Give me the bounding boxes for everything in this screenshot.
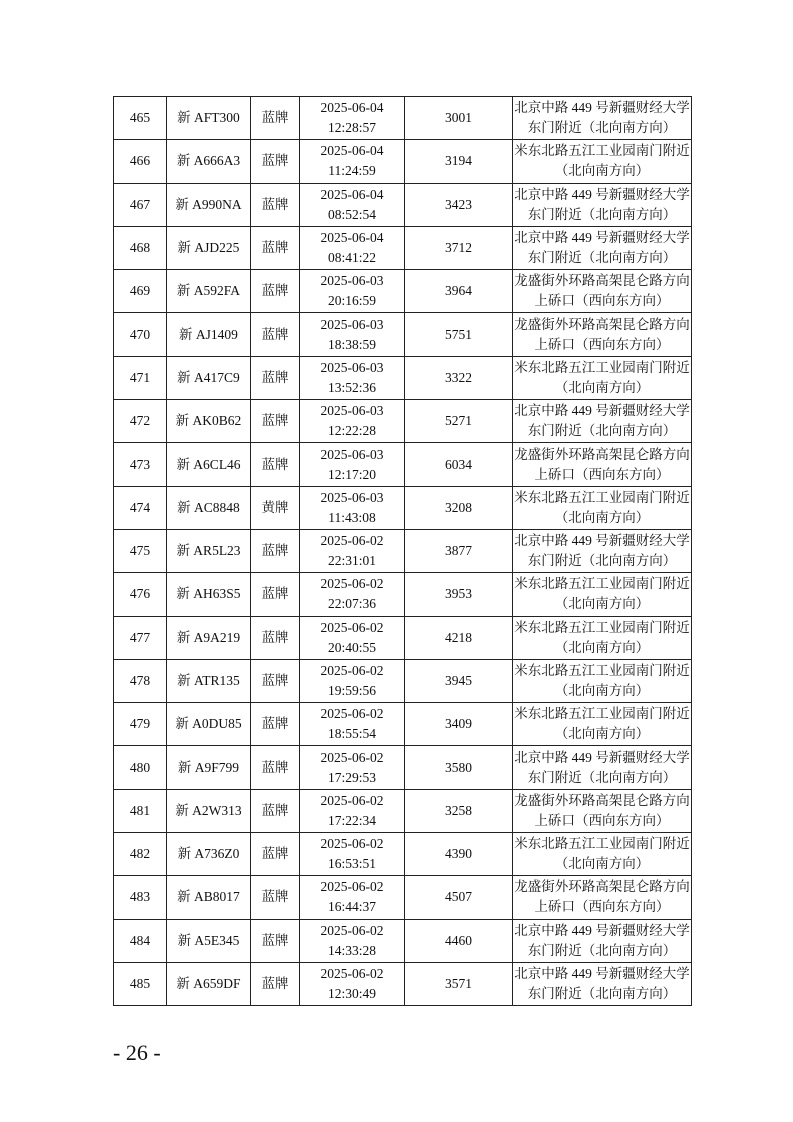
cell-plate-number: 新 A2W313	[167, 789, 251, 832]
location-line-2: （北向南方向）	[554, 639, 650, 655]
cell-count: 3712	[405, 226, 513, 269]
capture-clock-time: 11:43:08	[328, 509, 376, 525]
capture-date: 2025-06-02	[320, 879, 384, 895]
location-line-2: 上硚口（西向东方向）	[534, 466, 670, 482]
capture-date: 2025-06-02	[320, 706, 384, 722]
cell-sequence-number: 481	[114, 789, 167, 832]
capture-clock-time: 12:30:49	[327, 986, 376, 1002]
location-line-2: （北向南方向）	[554, 726, 650, 742]
cell-sequence-number: 478	[114, 659, 167, 702]
cell-location	[513, 140, 692, 183]
capture-date: 2025-06-02	[320, 922, 384, 938]
location-line-2: （北向南方向）	[554, 379, 650, 395]
cell-capture-time	[300, 183, 405, 226]
cell-plate-number: 新 A417C9	[167, 356, 251, 399]
cell-sequence-number: 472	[114, 400, 167, 443]
cell-sequence-number: 470	[114, 313, 167, 356]
capture-clock-time: 14:33:28	[327, 942, 376, 958]
location-line-1: 北京中路 449 号新疆财经大学	[514, 533, 690, 549]
location-line-1: 龙盛街外环路高架昆仑路方向	[514, 273, 690, 289]
location-line-1: 米东北路五江工业园南门附近	[514, 706, 690, 722]
cell-plate-number: 新 A9A219	[167, 616, 251, 659]
cell-location	[513, 400, 692, 443]
cell-plate-color: 蓝牌	[251, 313, 300, 356]
cell-location	[513, 789, 692, 832]
cell-capture-time	[300, 486, 405, 529]
cell-capture-time	[300, 962, 405, 1005]
location-line-2: （北向南方向）	[554, 163, 650, 179]
cell-location	[513, 443, 692, 486]
location-line-1: 龙盛街外环路高架昆仑路方向	[514, 446, 690, 462]
cell-plate-color: 蓝牌	[251, 270, 300, 313]
location-line-2: 东门附近（北向南方向）	[527, 553, 677, 569]
cell-plate-number: 新 A0DU85	[167, 703, 251, 746]
cell-plate-number: 新 AK0B62	[167, 400, 251, 443]
cell-plate-color: 蓝牌	[251, 616, 300, 659]
cell-sequence-number: 475	[114, 529, 167, 572]
location-line-2: 东门附近（北向南方向）	[527, 206, 677, 222]
cell-plate-color: 蓝牌	[251, 876, 300, 919]
cell-sequence-number: 467	[114, 183, 167, 226]
capture-clock-time: 22:07:36	[327, 596, 376, 612]
location-line-1: 米东北路五江工业园南门附近	[514, 836, 690, 852]
location-line-2: 东门附近（北向南方向）	[527, 120, 677, 136]
capture-clock-time: 12:22:28	[327, 423, 376, 439]
location-line-2: 上硚口（西向东方向）	[534, 812, 670, 828]
cell-capture-time	[300, 313, 405, 356]
table-row	[114, 573, 692, 616]
location-line-1: 北京中路 449 号新疆财经大学	[514, 749, 690, 765]
cell-count: 3571	[405, 962, 513, 1005]
cell-capture-time	[300, 703, 405, 746]
location-line-2: （北向南方向）	[554, 509, 650, 525]
cell-plate-color: 蓝牌	[251, 919, 300, 962]
table-row	[114, 97, 692, 140]
capture-date: 2025-06-04	[320, 186, 384, 202]
location-line-2: 东门附近（北向南方向）	[527, 769, 677, 785]
table-row	[114, 270, 692, 313]
cell-plate-number: 新 A990NA	[167, 183, 251, 226]
cell-capture-time	[300, 270, 405, 313]
capture-clock-time: 20:40:55	[327, 639, 376, 655]
location-line-1: 米东北路五江工业园南门附近	[514, 576, 690, 592]
cell-count: 3423	[405, 183, 513, 226]
location-line-1: 龙盛街外环路高架昆仑路方向	[514, 792, 690, 808]
cell-sequence-number: 483	[114, 876, 167, 919]
cell-capture-time	[300, 919, 405, 962]
cell-plate-number: 新 A6CL46	[167, 443, 251, 486]
cell-sequence-number: 484	[114, 919, 167, 962]
cell-plate-number: 新 AJ1409	[167, 313, 251, 356]
location-line-1: 米东北路五江工业园南门附近	[514, 619, 690, 635]
location-line-1: 米东北路五江工业园南门附近	[514, 489, 690, 505]
cell-location	[513, 313, 692, 356]
cell-count: 4390	[405, 833, 513, 876]
location-line-2: 东门附近（北向南方向）	[527, 250, 677, 266]
capture-clock-time: 20:16:59	[327, 293, 376, 309]
table-row	[114, 183, 692, 226]
cell-count: 4218	[405, 616, 513, 659]
cell-capture-time	[300, 356, 405, 399]
location-line-1: 米东北路五江工业园南门附近	[514, 143, 690, 159]
location-line-2: 东门附近（北向南方向）	[527, 986, 677, 1002]
capture-date: 2025-06-02	[320, 663, 384, 678]
cell-plate-number: 新 AFT300	[167, 97, 251, 140]
table-row	[114, 443, 692, 486]
cell-capture-time	[300, 529, 405, 572]
capture-clock-time: 11:24:59	[328, 163, 376, 179]
location-line-2: （北向南方向）	[554, 596, 650, 612]
cell-location	[513, 703, 692, 746]
cell-plate-color: 蓝牌	[251, 140, 300, 183]
cell-count: 3409	[405, 703, 513, 746]
table-row	[114, 313, 692, 356]
capture-clock-time: 17:29:53	[327, 769, 376, 785]
location-line-1: 米东北路五江工业园南门附近	[514, 359, 690, 375]
cell-plate-color: 蓝牌	[251, 443, 300, 486]
cell-count: 3322	[405, 356, 513, 399]
cell-sequence-number: 482	[114, 833, 167, 876]
cell-capture-time	[300, 226, 405, 269]
capture-date: 2025-06-02	[320, 836, 384, 852]
capture-date: 2025-06-02	[320, 792, 384, 808]
cell-plate-number: 新 A666A3	[167, 140, 251, 183]
cell-count: 4507	[405, 876, 513, 919]
cell-capture-time	[300, 789, 405, 832]
cell-location	[513, 919, 692, 962]
capture-clock-time: 16:44:37	[327, 899, 376, 915]
cell-sequence-number: 480	[114, 746, 167, 789]
cell-plate-number: 新 AH63S5	[167, 573, 251, 616]
table-row	[114, 529, 692, 572]
location-line-1: 北京中路 449 号新疆财经大学	[514, 230, 690, 246]
cell-plate-number: 新 AR5L23	[167, 529, 251, 572]
cell-plate-number: 新 AB8017	[167, 876, 251, 919]
cell-capture-time	[300, 400, 405, 443]
capture-date: 2025-06-03	[320, 446, 384, 462]
table-row	[114, 140, 692, 183]
cell-capture-time	[300, 140, 405, 183]
cell-count: 3877	[405, 529, 513, 572]
cell-capture-time	[300, 746, 405, 789]
capture-date: 2025-06-03	[320, 316, 384, 332]
cell-capture-time	[300, 876, 405, 919]
location-line-2: 上硚口（西向东方向）	[534, 899, 670, 915]
cell-plate-color: 黄牌	[251, 486, 300, 529]
cell-plate-number: 新 A9F799	[167, 746, 251, 789]
cell-plate-color: 蓝牌	[251, 833, 300, 876]
table-row	[114, 876, 692, 919]
cell-plate-color: 蓝牌	[251, 573, 300, 616]
cell-location	[513, 226, 692, 269]
cell-count: 3580	[405, 746, 513, 789]
cell-sequence-number: 473	[114, 443, 167, 486]
cell-sequence-number: 469	[114, 270, 167, 313]
cell-count: 5751	[405, 313, 513, 356]
capture-date: 2025-06-04	[320, 143, 384, 159]
records-table	[113, 96, 692, 1006]
table-row	[114, 833, 692, 876]
table-row	[114, 746, 692, 789]
location-line-2: 上硚口（西向东方向）	[534, 336, 670, 352]
cell-plate-color: 蓝牌	[251, 356, 300, 399]
cell-plate-number: 新 AC8848	[167, 486, 251, 529]
cell-capture-time	[300, 833, 405, 876]
cell-location	[513, 876, 692, 919]
capture-clock-time: 16:53:51	[327, 856, 376, 872]
cell-plate-color: 蓝牌	[251, 400, 300, 443]
location-line-1: 北京中路 449 号新疆财经大学	[514, 186, 690, 202]
cell-location	[513, 486, 692, 529]
cell-plate-number: 新 ATR135	[167, 659, 251, 702]
records-table-body	[114, 97, 692, 1006]
location-line-1: 米东北路五江工业园南门附近	[514, 663, 690, 678]
cell-count: 3258	[405, 789, 513, 832]
capture-clock-time: 18:38:59	[327, 336, 376, 352]
capture-date: 2025-06-02	[320, 966, 384, 982]
cell-location	[513, 356, 692, 399]
table-row	[114, 703, 692, 746]
cell-count: 3208	[405, 486, 513, 529]
table-row	[114, 400, 692, 443]
table-row	[114, 659, 692, 702]
location-line-2: 东门附近（北向南方向）	[527, 423, 677, 439]
cell-count: 3953	[405, 573, 513, 616]
cell-plate-color: 蓝牌	[251, 529, 300, 572]
cell-plate-number: 新 A659DF	[167, 962, 251, 1005]
cell-capture-time	[300, 659, 405, 702]
capture-date: 2025-06-02	[320, 533, 384, 549]
cell-sequence-number: 477	[114, 616, 167, 659]
cell-plate-number: 新 AJD225	[167, 226, 251, 269]
location-line-1: 龙盛街外环路高架昆仑路方向	[514, 879, 690, 895]
cell-location	[513, 962, 692, 1005]
cell-sequence-number: 485	[114, 962, 167, 1005]
capture-date: 2025-06-03	[320, 273, 384, 289]
capture-clock-time: 12:17:20	[327, 466, 376, 482]
cell-plate-color: 蓝牌	[251, 962, 300, 1005]
cell-plate-color: 蓝牌	[251, 183, 300, 226]
cell-sequence-number: 476	[114, 573, 167, 616]
cell-plate-color: 蓝牌	[251, 659, 300, 702]
cell-count: 4460	[405, 919, 513, 962]
cell-plate-number: 新 A5E345	[167, 919, 251, 962]
cell-location	[513, 833, 692, 876]
cell-plate-number: 新 A592FA	[167, 270, 251, 313]
capture-date: 2025-06-02	[320, 749, 384, 765]
cell-sequence-number: 471	[114, 356, 167, 399]
cell-location	[513, 270, 692, 313]
cell-count: 3964	[405, 270, 513, 313]
cell-plate-number: 新 A736Z0	[167, 833, 251, 876]
cell-plate-color: 蓝牌	[251, 703, 300, 746]
cell-sequence-number: 474	[114, 486, 167, 529]
location-line-1: 北京中路 449 号新疆财经大学	[514, 100, 690, 116]
capture-date: 2025-06-04	[320, 100, 384, 116]
cell-location	[513, 746, 692, 789]
cell-location	[513, 97, 692, 140]
table-row	[114, 919, 692, 962]
location-line-1: 北京中路 449 号新疆财经大学	[514, 922, 690, 938]
table-row	[114, 486, 692, 529]
cell-location	[513, 529, 692, 572]
page-number: - 26 -	[113, 1040, 161, 1065]
table-row	[114, 962, 692, 1005]
location-line-1: 龙盛街外环路高架昆仑路方向	[514, 316, 690, 332]
capture-date: 2025-06-03	[320, 359, 384, 375]
cell-location	[513, 573, 692, 616]
capture-date: 2025-06-02	[320, 576, 384, 592]
cell-plate-color: 蓝牌	[251, 226, 300, 269]
cell-location	[513, 183, 692, 226]
cell-capture-time	[300, 443, 405, 486]
cell-capture-time	[300, 97, 405, 140]
capture-clock-time: 18:55:54	[327, 726, 376, 742]
cell-capture-time	[300, 573, 405, 616]
cell-location	[513, 616, 692, 659]
capture-date: 2025-06-03	[320, 489, 384, 505]
capture-clock-time: 08:52:54	[327, 206, 376, 222]
cell-count: 5271	[405, 400, 513, 443]
location-line-2: 东门附近（北向南方向）	[527, 942, 677, 958]
cell-capture-time	[300, 616, 405, 659]
table-row	[114, 356, 692, 399]
capture-clock-time: 08:41:22	[327, 250, 376, 266]
location-line-1: 北京中路 449 号新疆财经大学	[514, 403, 690, 419]
table-row	[114, 226, 692, 269]
cell-plate-color: 蓝牌	[251, 97, 300, 140]
cell-count: 3194	[405, 140, 513, 183]
cell-count: 6034	[405, 443, 513, 486]
cell-plate-color: 蓝牌	[251, 746, 300, 789]
capture-clock-time: 13:52:36	[327, 379, 376, 395]
cell-plate-color: 蓝牌	[251, 789, 300, 832]
cell-location	[513, 659, 692, 702]
capture-clock-time: 19:59:56	[327, 683, 376, 698]
cell-count: 3945	[405, 659, 513, 702]
capture-clock-time: 17:22:34	[327, 812, 376, 828]
capture-date: 2025-06-03	[320, 403, 384, 419]
location-line-2: （北向南方向）	[554, 856, 650, 872]
capture-date: 2025-06-04	[320, 230, 384, 246]
location-line-2: 上硚口（西向东方向）	[534, 293, 670, 309]
cell-sequence-number: 479	[114, 703, 167, 746]
cell-sequence-number: 468	[114, 226, 167, 269]
cell-sequence-number: 465	[114, 97, 167, 140]
capture-clock-time: 12:28:57	[327, 120, 376, 136]
capture-clock-time: 22:31:01	[327, 553, 376, 569]
cell-count: 3001	[405, 97, 513, 140]
table-row	[114, 616, 692, 659]
table-row	[114, 789, 692, 832]
location-line-1: 北京中路 449 号新疆财经大学	[514, 966, 690, 982]
capture-date: 2025-06-02	[320, 619, 384, 635]
location-line-2: （北向南方向）	[554, 683, 650, 698]
cell-sequence-number: 466	[114, 140, 167, 183]
